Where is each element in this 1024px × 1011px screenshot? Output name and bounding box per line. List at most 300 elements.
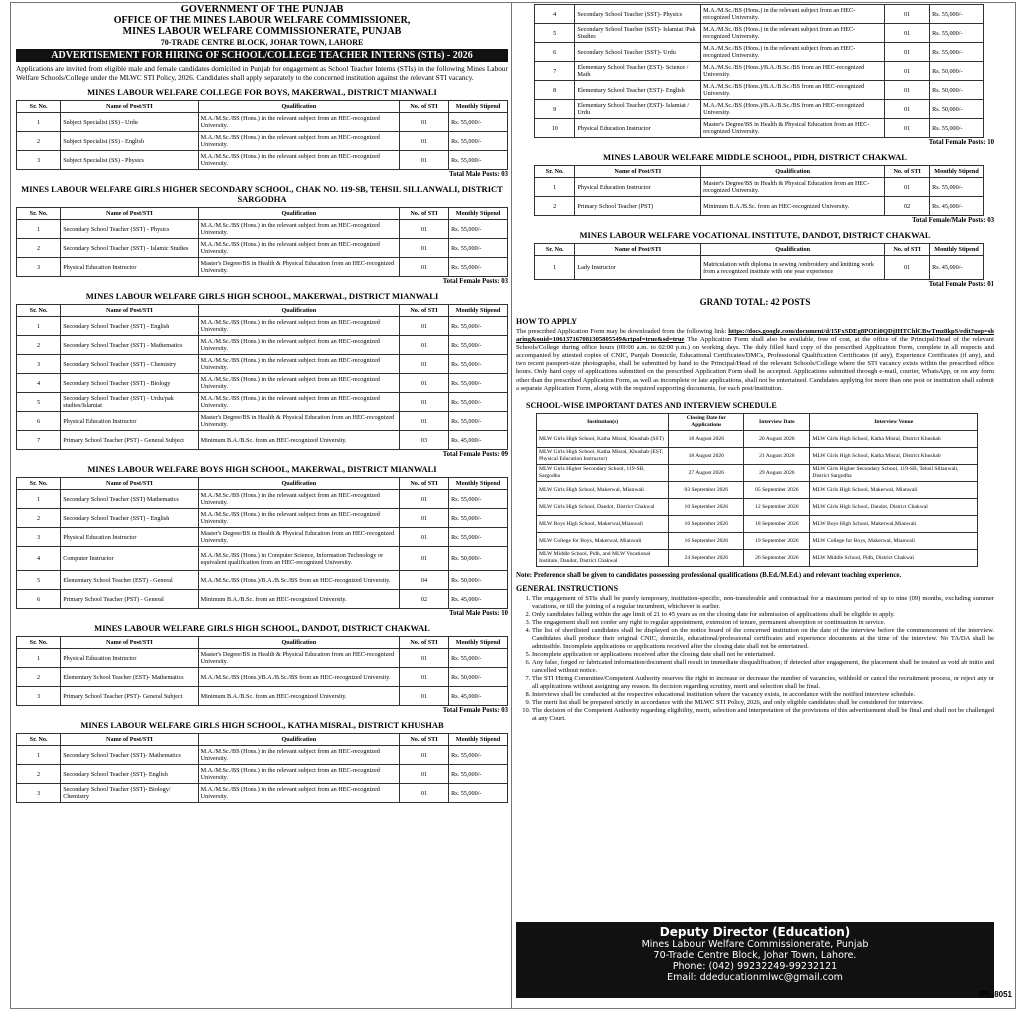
cell-stipend: Rs. 55,000/-	[930, 119, 984, 138]
column-header-no: No. of STI	[399, 637, 448, 649]
column-header-no: No. of STI	[399, 478, 448, 490]
cell-sr: 1	[17, 746, 61, 765]
column-header-name: Name of Post/STI	[61, 734, 198, 746]
grand-total: GRAND TOTAL: 42 POSTS	[699, 297, 811, 307]
cell-post: Secondary School Teacher (SST)- Islamiat /Pak Studies	[575, 24, 701, 43]
cell-stipend: Rs. 55,000/-	[449, 132, 508, 151]
table-row	[17, 509, 508, 528]
cell-stipend: Rs. 55,000/-	[449, 784, 508, 803]
footer-designation: Deputy Director (Education)	[659, 925, 851, 939]
right-sections	[516, 152, 994, 289]
schedule-cell-interview-date: 05 September 2026	[744, 481, 810, 498]
cell-qualification: M.A./M.Sc./BS (Hons.) in the relevant subject from an HEC-recognized University.	[198, 220, 399, 239]
institution-section	[16, 291, 508, 459]
cell-sr: 1	[535, 178, 575, 197]
schedule-cell-venue: MLW Girls High School, Makerwal, Mianwali	[810, 481, 978, 498]
how-to-apply	[516, 317, 994, 393]
cell-qualification: M.A./M.Sc./BS (Hons.) in the relevant subject from an HEC-recognized University.	[198, 336, 399, 355]
cell-post: Physical Education Instructor	[575, 178, 701, 197]
column-header-qual: Qualification	[701, 244, 885, 256]
cell-post: Elementary School Teacher (EST)- Mathematics	[61, 668, 198, 687]
posts-table	[534, 165, 984, 216]
table-row	[535, 119, 984, 138]
column-header-sr: Sr. No.	[17, 305, 61, 317]
schedule-row	[537, 447, 978, 464]
table-header-row	[535, 244, 984, 256]
institution-section	[516, 152, 994, 225]
cell-post: Computer Instructor	[61, 547, 198, 571]
cell-sr: 8	[535, 81, 575, 100]
schedule-cell-interview-date: 12 September 2026	[744, 498, 810, 515]
cell-qualification: M.A./M.Sc./BS (Hons.) in the relevant subject from an HEC-recognized University.	[198, 355, 399, 374]
cell-sr: 5	[535, 24, 575, 43]
cell-post: Subject Specialist (SS) - Urdu	[61, 113, 198, 132]
table-row	[17, 355, 508, 374]
cell-sr: 6	[17, 412, 61, 431]
cell-post: Secondary School Teacher (SST) - Chemistry	[61, 355, 198, 374]
cell-stipend: Rs. 50,000/-	[930, 100, 984, 119]
schedule-cell-venue: MLW Girls Higher Secondary School, 119-SB, Tehsil Sillanwali, District Sargodha	[810, 464, 978, 481]
header-line4: 70-TRADE CENTRE BLOCK, JOHAR TOWN, LAHORE	[160, 38, 364, 47]
schedule-title: SCHOOL-WISE IMPORTANT DATES AND INTERVIEW SCHEDULE	[526, 400, 777, 410]
schedule-cell-interview-date: 26 September 2026	[744, 549, 810, 566]
cell-count: 01	[885, 81, 930, 100]
cell-qualification: Master's Degree/BS in Health & Physical Education from an HEC-recognized University.	[701, 119, 885, 138]
schedule-header-0: Institution(s)	[537, 413, 669, 430]
cell-post: Physical Education Instructor	[61, 258, 198, 277]
table-row	[17, 258, 508, 277]
instruction-item: 6. Any false, forged or fabricated information/document shall result in immediate disqualification; if detected after engagement, the placement shall be treated as void ab initio and cancelled without notice.	[532, 659, 994, 675]
header	[16, 4, 508, 48]
table-header-row	[17, 478, 508, 490]
cell-sr: 10	[535, 119, 575, 138]
cell-post: Lady Instructor	[575, 256, 701, 280]
schedule-cell-institution: MLW Girls High School, Dandot, District Chakwal	[537, 498, 669, 515]
column-header-qual: Qualification	[198, 305, 399, 317]
table-row	[535, 62, 984, 81]
cell-stipend: Rs. 55,000/-	[449, 220, 508, 239]
cell-count: 01	[399, 687, 448, 706]
cell-qualification: Matriculation with diploma in sewing /embroidery and knitting work from a recognized institute with one year experience	[701, 256, 885, 280]
schedule-cell-closing-date: 16 September 2026	[669, 515, 744, 532]
posts-table	[16, 636, 508, 706]
cell-stipend: Rs. 45,000/-	[449, 431, 508, 450]
cell-count: 01	[399, 220, 448, 239]
column-header-stipend: Monthly Stipend	[930, 244, 984, 256]
cell-stipend: Rs. 55,000/-	[449, 412, 508, 431]
cell-count: 01	[399, 668, 448, 687]
section-title: MINES LABOUR WELFARE BOYS HIGH SCHOOL, MAKERWAL, DISTRICT MIANWALI	[87, 464, 437, 474]
cell-sr: 3	[17, 528, 61, 547]
section-total: Total Male Posts: 10	[449, 610, 508, 617]
cell-count: 01	[399, 239, 448, 258]
how-to-apply-title: HOW TO APPLY	[516, 317, 578, 326]
cell-count: 01	[399, 317, 448, 336]
cell-stipend: Rs. 55,000/-	[449, 258, 508, 277]
cell-qualification: Master's Degree/BS in Health & Physical Education from an HEC-recognized University.	[198, 649, 399, 668]
column-header-stipend: Monthly Stipend	[449, 305, 508, 317]
cell-stipend: Rs. 55,000/-	[449, 239, 508, 258]
cell-stipend: Rs. 55,000/-	[449, 746, 508, 765]
posts-table	[16, 477, 508, 609]
table-row	[17, 746, 508, 765]
cell-qualification: M.A./M.Sc./BS (Hons.) in the relevant subject from an HEC-recognized University.	[198, 490, 399, 509]
cell-sr: 7	[17, 431, 61, 450]
schedule-cell-closing-date: 16 September 2026	[669, 532, 744, 549]
cell-count: 01	[399, 412, 448, 431]
header-line1: GOVERNMENT OF THE PUNJAB	[180, 4, 344, 15]
table-row	[17, 317, 508, 336]
cell-stipend: Rs. 55,000/-	[449, 509, 508, 528]
schedule-cell-closing-date: 10 September 2026	[669, 498, 744, 515]
table-row	[17, 113, 508, 132]
schedule-cell-institution: MLW Girls Higher Secondary School, 119-SB, Sargodha	[537, 464, 669, 481]
table-row	[17, 393, 508, 412]
table-row	[17, 336, 508, 355]
cell-sr: 1	[17, 490, 61, 509]
cell-sr: 1	[535, 256, 575, 280]
cell-sr: 6	[535, 43, 575, 62]
cell-stipend: Rs. 55,000/-	[449, 765, 508, 784]
instruction-item: 7. The STI Hiring Committee/Competent Authority reserves the right to increase or decrease the number of vacancies, withhold or cancel the recruitment process, or reject any or all applications without assigning any reason. Its decision regarding scrutiny, merit and selection shall be final.	[532, 675, 994, 691]
institution-section	[16, 720, 508, 803]
ad-code: IPL-8051	[979, 990, 1012, 999]
column-header-sr: Sr. No.	[17, 101, 61, 113]
column-header-sr: Sr. No.	[17, 734, 61, 746]
schedule-cell-institution: MLW College for Boys, Makerwal, Mianwali	[537, 532, 669, 549]
schedule-cell-closing-date: 24 September 2026	[669, 549, 744, 566]
column-header-name: Name of Post/STI	[61, 637, 198, 649]
cell-sr: 3	[17, 258, 61, 277]
section-title: MINES LABOUR WELFARE MIDDLE SCHOOL, PIDH, DISTRICT CHAKWAL	[603, 152, 907, 162]
cell-qualification: M.A./M.Sc./BS (Hons.)/B.A./B.Sc./BS from an HEC-recognized University.	[701, 81, 885, 100]
table-header-row	[17, 101, 508, 113]
cell-qualification: M.A./M.Sc./BS (Hons.) in the relevant subject from an HEC-recognized University.	[198, 509, 399, 528]
cell-sr: 4	[535, 5, 575, 24]
cell-post: Secondary School Teacher (SST)- English	[61, 765, 198, 784]
cell-qualification: M.A./M.Sc./BS (Hons.) in the relevant subject from an HEC-recognized University.	[198, 132, 399, 151]
section-title: MINES LABOUR WELFARE GIRLS HIGH SCHOOL, DANDOT, DISTRICT CHAKWAL	[94, 623, 430, 633]
section-total: Total Female Posts: 03	[442, 707, 508, 714]
cell-stipend: Rs. 55,000/-	[449, 151, 508, 170]
cell-qualification: M.A./M.Sc./BS (Hons.)/B.A./B.Sc./BS from an HEC-recognized University.	[198, 668, 399, 687]
cell-post: Physical Education Instructor	[61, 649, 198, 668]
instruction-item: 9. The merit list shall be prepared strictly in accordance with the MLWC STI Policy, 2026, and only eligible candidates shall be considered for interview.	[532, 699, 994, 707]
cell-post: Primary School Teacher (PST) - General Subject	[61, 431, 198, 450]
cell-count: 01	[399, 374, 448, 393]
section-title: MINES LABOUR WELFARE VOCATIONAL INSTITUTE, DANDOT, DISTRICT CHAKWAL	[579, 230, 931, 240]
cell-sr: 1	[17, 113, 61, 132]
section-total: Total Female Posts: 09	[442, 451, 508, 458]
cell-qualification: M.A./M.Sc./BS (Hons.) in the relevant subject from an HEC-recognized University.	[198, 151, 399, 170]
cell-qualification: M.A./M.Sc./BS (Hons.) in the relevant subject from an HEC-recognized University.	[198, 784, 399, 803]
cell-post: Elementary School Teacher (EST)- Science / Math	[575, 62, 701, 81]
cell-stipend: Rs. 55,000/-	[930, 43, 984, 62]
cell-stipend: Rs. 55,000/-	[449, 649, 508, 668]
instruction-item: 8. Interviews shall be conducted at the respective educational institution where the vacancy exists, in accordance with the notified interview schedule.	[532, 691, 994, 699]
cell-count: 01	[399, 649, 448, 668]
cell-count: 01	[885, 100, 930, 119]
column-header-name: Name of Post/STI	[61, 208, 198, 220]
table-row	[535, 197, 984, 216]
cell-qualification: Minimum B.A./B.Sc. from an HEC-recognized University.	[198, 687, 399, 706]
table-row	[17, 765, 508, 784]
section-total: Total Female Posts: 03	[442, 278, 508, 285]
cell-count: 01	[399, 784, 448, 803]
left-sections	[16, 87, 508, 803]
cell-sr: 4	[17, 374, 61, 393]
cell-count: 02	[885, 197, 930, 216]
schedule-cell-venue: MLW Girls High School, Katha Misral, District Khushab	[810, 430, 978, 447]
table-row	[17, 374, 508, 393]
schedule-table	[536, 413, 978, 567]
intro-paragraph: Applications are invited from eligible male and female candidates domiciled in Punjab for engagement as School Teacher Interns (STIs) in the following Mines Labour Welfare Schools/College under the MLWC STI Policy, 2026. Candidates shall apply separately to the concerned institution against the relevant STI vacancy.	[16, 64, 508, 82]
cell-sr: 2	[535, 197, 575, 216]
column-header-stipend: Monthly Stipend	[449, 208, 508, 220]
cell-post: Elementary School Teacher (EST)- Islamiat / Urdu	[575, 100, 701, 119]
table-row	[17, 784, 508, 803]
cell-qualification: M.A./M.Sc./BS (Hons.) in the relevant subject from an HEC-recognized University.	[198, 317, 399, 336]
column-header-stipend: Monthly Stipend	[449, 734, 508, 746]
cell-qualification: M.A./M.Sc./BS (Hons.) in Computer Science, Information Technology or equivalent qualification from an HEC-recognized University.	[198, 547, 399, 571]
column-header-stipend: Monthly Stipend	[449, 637, 508, 649]
cell-post: Secondary School Teacher (SST) Mathematics	[61, 490, 198, 509]
table-header-row	[17, 208, 508, 220]
institution-section	[16, 623, 508, 715]
advert-banner: ADVERTISEMENT FOR HIRING OF SCHOOL/COLLEGE TEACHER INTERNS (STIs) - 2026	[16, 49, 508, 62]
cell-count: 01	[399, 132, 448, 151]
cell-count: 01	[399, 113, 448, 132]
institution-section	[516, 230, 994, 289]
cell-count: 01	[399, 509, 448, 528]
general-instructions-title: GENERAL INSTRUCTIONS	[516, 583, 619, 593]
cell-qualification: Minimum B.A./B.Sc. from an HEC-recognized University.	[198, 431, 399, 450]
cell-stipend: Rs. 45,000/-	[930, 256, 984, 280]
cell-count: 01	[399, 746, 448, 765]
table-header-row	[17, 305, 508, 317]
table-row	[17, 431, 508, 450]
schedule-cell-venue: MLW Boys High School, Makerwal,Mianwali	[810, 515, 978, 532]
schedule-cell-interview-date: 21 August 2026	[744, 447, 810, 464]
posts-table	[16, 207, 508, 277]
footer-phone: Phone: (042) 99232249-99232121	[672, 961, 838, 972]
table-row	[17, 490, 508, 509]
cell-post: Primary School Teacher (PST) - General	[61, 590, 198, 609]
cell-sr: 2	[17, 132, 61, 151]
cell-sr: 2	[17, 336, 61, 355]
cell-count: 01	[399, 528, 448, 547]
cell-post: Subject Specialist (SS) - English	[61, 132, 198, 151]
column-header-sr: Sr. No.	[535, 166, 575, 178]
column-header-qual: Qualification	[701, 166, 885, 178]
section-total: Total Female Posts: 10	[928, 139, 994, 146]
column-header-sr: Sr. No.	[535, 244, 575, 256]
schedule-cell-interview-date: 20 August 2026	[744, 430, 810, 447]
cell-sr: 2	[17, 668, 61, 687]
table-row	[17, 687, 508, 706]
schedule-row	[537, 464, 978, 481]
schedule-cell-closing-date: 03 September 2026	[669, 481, 744, 498]
cell-qualification: M.A./M.Sc./BS (Hons.)/B.A./B.Sc./BS from an HEC-recognized University.	[198, 571, 399, 590]
cell-count: 01	[399, 490, 448, 509]
schedule-row	[537, 430, 978, 447]
column-header-name: Name of Post/STI	[575, 244, 701, 256]
cell-count: 01	[885, 256, 930, 280]
cell-post: Subject Specialist (SS) - Physics	[61, 151, 198, 170]
cell-stipend: Rs. 50,000/-	[449, 571, 508, 590]
cell-stipend: Rs. 55,000/-	[449, 336, 508, 355]
schedule-row	[537, 549, 978, 566]
schedule-row	[537, 498, 978, 515]
schedule-cell-interview-date: 18 September 2026	[744, 515, 810, 532]
application-form-link[interactable]: https://docs.google.com/document/d/15FxSDEg8POEi0QDjIHTChlCBwTmz8kpS/edit?usp=sharing&ouid=106137167081305805549&rtpof=true&sd=true	[516, 328, 994, 344]
note: Note: Preference shall be given to candidates possessing professional qualifications (B.Ed./M.Ed.) and relevant teaching experience.	[516, 571, 902, 579]
cell-sr: 6	[17, 590, 61, 609]
column-header-sr: Sr. No.	[17, 208, 61, 220]
table-header-row	[535, 166, 984, 178]
schedule-cell-interview-date: 19 September 2026	[744, 532, 810, 549]
cell-qualification: M.A./M.Sc./BS (Hons.) in the relevant subject from an HEC-recognized University.	[198, 113, 399, 132]
cell-stipend: Rs. 50,000/-	[449, 668, 508, 687]
cell-sr: 2	[17, 239, 61, 258]
schedule-cell-venue: MLW College for Boys, Makerwal, Mianwali	[810, 532, 978, 549]
how-to-apply-pre: The prescribed Application Form may be downloaded from the following link:	[516, 328, 727, 335]
table-row	[17, 547, 508, 571]
schedule-row	[537, 515, 978, 532]
instruction-item: 5. Incomplete application or applications received after the closing date shall not be entertained.	[532, 651, 994, 659]
column-header-qual: Qualification	[198, 101, 399, 113]
cell-count: 01	[399, 258, 448, 277]
cell-count: 01	[399, 355, 448, 374]
cell-post: Secondary School Teacher (SST)- Urdu	[575, 43, 701, 62]
table-header-row	[17, 637, 508, 649]
how-to-apply-body: The Application Form shall also be available, free of cost, at the office of the Principal/Head of the relevant Schools/College during office hours (09:00 a.m. to 02:00 p.m.) on working days. The duly filled hard copy of the prescribed Application Form, complete in all respects and accompanied by attested copies of CNIC, Punjab Domicile, Educational Certificates/DMCs, Professional Qualification Certificates (if any), Experience Certificates (if any), and two recent passport-size photographs, shall be submitted by hand to the Principal/Head of the relevant Schools/College where the STI vacancy exists within the prescribed office hours. Only hard copy of applications submitted on the prescribed Application Form shall be accepted. Applications submitted through e-mail, courier, WhatsApp, or on any form other than the prescribed Application Form, as well as incomplete or late applications, shall not be entertained. Candidates applying for more than one post or institution shall submit a separate Application Form, along with the required supporting documents, for each post/institution.	[516, 336, 994, 392]
cell-count: 01	[885, 178, 930, 197]
section-title: MINES LABOUR WELFARE COLLEGE FOR BOYS, MAKERWAL, DISTRICT MIANWALI	[87, 87, 437, 97]
column-header-qual: Qualification	[198, 478, 399, 490]
section-title: MINES LABOUR WELFARE GIRLS HIGH SCHOOL, MAKERWAL, DISTRICT MIANWALI	[85, 291, 439, 301]
table-row	[535, 5, 984, 24]
cell-sr: 2	[17, 765, 61, 784]
cell-post: Primary School Teacher (PST)	[575, 197, 701, 216]
footer-office: Mines Labour Welfare Commissionerate, Punjab	[641, 939, 869, 950]
schedule-cell-closing-date: 18 August 2026	[669, 430, 744, 447]
cell-stipend: Rs. 50,000/-	[930, 62, 984, 81]
cell-qualification: Master's Degree/BS in Health & Physical Education from an HEC-recognized University.	[701, 178, 885, 197]
schedule-cell-institution: MLW Girls High School, Makerwal, Mianwali	[537, 481, 669, 498]
cell-post: Secondary School Teacher (SST) - Biology	[61, 374, 198, 393]
column-header-no: No. of STI	[399, 305, 448, 317]
section-title: MINES LABOUR WELFARE GIRLS HIGHER SECONDARY SCHOOL, CHAK NO. 119-SB, TEHSIL SILLANWALI, DISTRICT SARGODHA	[21, 184, 503, 204]
cell-post: Elementary School Teacher (EST)- English	[575, 81, 701, 100]
cell-count: 01	[399, 547, 448, 571]
cell-stipend: Rs. 55,000/-	[449, 113, 508, 132]
cell-sr: 3	[17, 151, 61, 170]
cell-post: Secondary School Teacher (SST) - Physics	[61, 220, 198, 239]
cell-post: Secondary School Teacher (SST)- Mathematics	[61, 746, 198, 765]
cell-stipend: Rs. 55,000/-	[449, 393, 508, 412]
cell-stipend: Rs. 55,000/-	[930, 178, 984, 197]
cell-count: 01	[885, 43, 930, 62]
column-header-name: Name of Post/STI	[61, 101, 198, 113]
table-row	[17, 528, 508, 547]
cell-qualification: Minimum B.A./B.Sc. from an HEC-recognized University.	[701, 197, 885, 216]
table-row	[535, 43, 984, 62]
table-row	[17, 590, 508, 609]
schedule-cell-institution: MLW Boys High School, Makerwal,Mianwali	[537, 515, 669, 532]
cell-post: Secondary School Teacher (SST) - Islamic Studies	[61, 239, 198, 258]
instruction-item: 2. Only candidates falling within the age limit of 21 to 45 years as on the closing date for submission of applications shall be eligible to apply.	[532, 611, 994, 619]
schedule-row	[537, 532, 978, 549]
footer-signature-block	[516, 922, 994, 998]
table-row	[17, 151, 508, 170]
schedule-cell-closing-date: 18 August 2026	[669, 447, 744, 464]
continued-table-section	[516, 4, 994, 147]
cell-stipend: Rs. 50,000/-	[449, 547, 508, 571]
schedule-cell-closing-date: 27 August 2026	[669, 464, 744, 481]
instruction-item: 10. The decision of the Competent Authority regarding eligibility, merit, selection and interpretation of the provisions of this advertisement shall be final and shall not be challenged at any Court.	[532, 707, 994, 723]
schedule-cell-venue: MLW Girls High School, Katha Misral, District Khushab	[810, 447, 978, 464]
schedule-cell-venue: MLW Middle School, Pidh, District Chakwal	[810, 549, 978, 566]
schedule-header-1: Closing Date for Applications	[669, 413, 744, 430]
header-line3: MINES LABOUR WELFARE COMMISSIONERATE, PUNJAB	[122, 26, 402, 37]
column-header-sr: Sr. No.	[17, 478, 61, 490]
cell-stipend: Rs. 55,000/-	[449, 355, 508, 374]
column-header-qual: Qualification	[198, 208, 399, 220]
schedule-cell-institution: MLW Girls High School, Katha Misral, Khushab (SST)	[537, 430, 669, 447]
cell-count: 01	[885, 119, 930, 138]
cell-sr: 7	[535, 62, 575, 81]
cell-sr: 5	[17, 571, 61, 590]
cell-count: 01	[399, 151, 448, 170]
cell-stipend: Rs. 55,000/-	[930, 24, 984, 43]
section-total: Total Female/Male Posts: 03	[912, 217, 994, 224]
table-row	[17, 132, 508, 151]
table-row	[17, 649, 508, 668]
cell-qualification: M.A./M.Sc./BS (Hons.) in the relevant subject from an HEC-recognized University.	[701, 43, 885, 62]
cell-qualification: Minimum B.A./B.Sc. from an HEC-recognized University.	[198, 590, 399, 609]
table-row	[17, 668, 508, 687]
cell-post: Secondary School Teacher (SST) - Mathematics	[61, 336, 198, 355]
cell-post: Secondary School Teacher (SST) - English	[61, 317, 198, 336]
cell-count: 03	[399, 431, 448, 450]
column-header-stipend: Monthly Stipend	[449, 101, 508, 113]
cell-stipend: Rs. 55,000/-	[449, 374, 508, 393]
posts-table	[534, 4, 984, 138]
cell-qualification: M.A./M.Sc./BS (Hons.)/B.A./B.Sc./BS from an HEC-recognized University.	[701, 100, 885, 119]
cell-stipend: Rs. 45,000/-	[449, 590, 508, 609]
posts-table	[16, 304, 508, 450]
cell-post: Physical Education Instructor	[61, 412, 198, 431]
cell-stipend: Rs. 55,000/-	[449, 317, 508, 336]
schedule-header-3: Interview Venue	[810, 413, 978, 430]
posts-table	[16, 100, 508, 170]
table-header-row	[17, 734, 508, 746]
schedule-cell-institution: MLW Middle School, Pidh, and MLW Vocational Institute, Dandot, District Chakwal	[537, 549, 669, 566]
cell-qualification: M.A./M.Sc./BS (Hons.) in the relevant subject from an HEC-recognized University.	[198, 239, 399, 258]
table-row	[535, 100, 984, 119]
column-header-stipend: Monthly Stipend	[449, 478, 508, 490]
left-column	[16, 4, 508, 803]
table-row	[535, 256, 984, 280]
column-header-sr: Sr. No.	[17, 637, 61, 649]
institution-section	[16, 87, 508, 179]
schedule-cell-venue: MLW Girls High School, Dandot, District Chakwal	[810, 498, 978, 515]
cell-post: Secondary School Teacher (SST) - Urdu/pak studies/Islamiat	[61, 393, 198, 412]
cell-stipend: Rs. 55,000/-	[449, 490, 508, 509]
cell-count: 04	[399, 571, 448, 590]
column-header-stipend: Monthly Stipend	[930, 166, 984, 178]
